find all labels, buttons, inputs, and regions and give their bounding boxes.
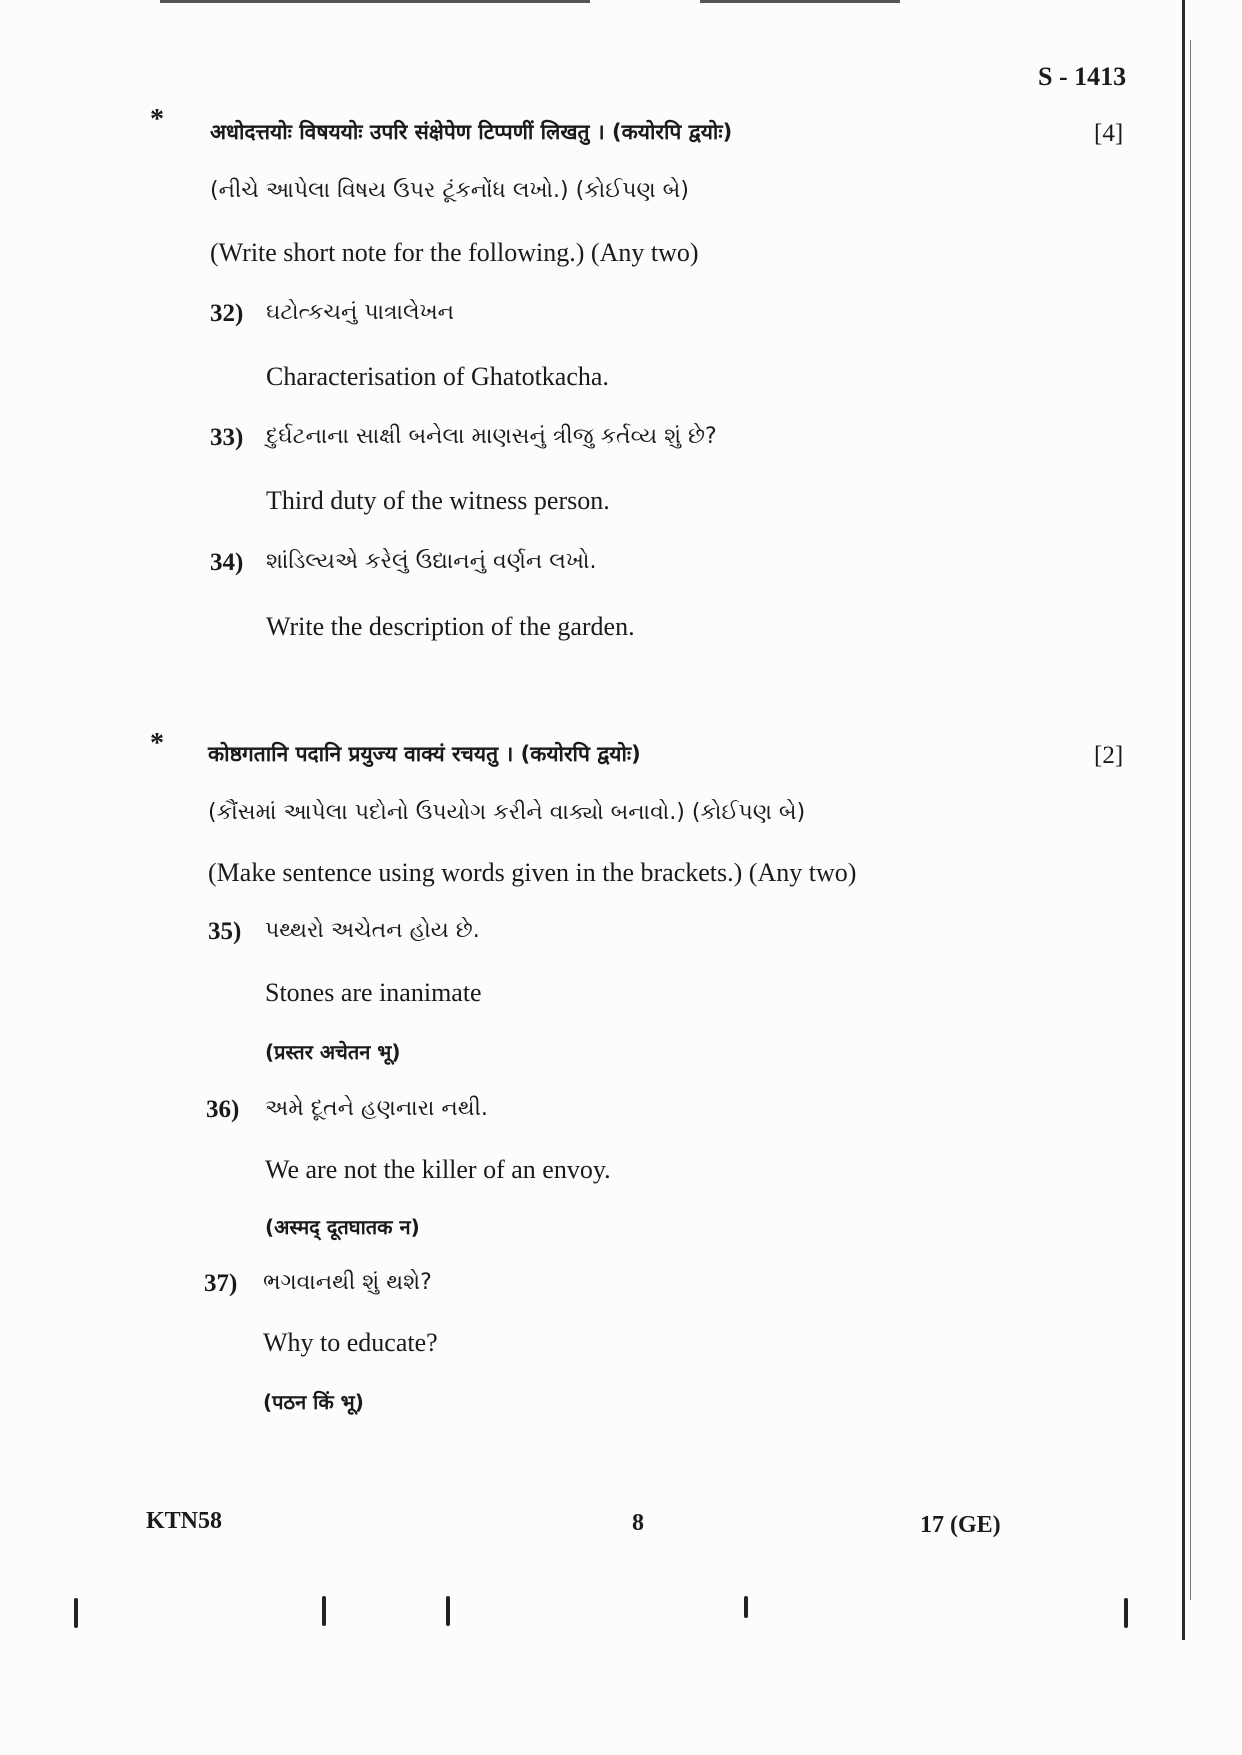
question-36-hint: (अस्मद् दूतघातक न) — [265, 1215, 420, 1239]
question-37-english: Why to educate? — [263, 1328, 438, 1357]
question-37-gujarati: ભગવાનથી શું થશે? — [263, 1270, 432, 1295]
scan-binding-mark — [74, 1598, 78, 1628]
section-1-star: * — [150, 104, 164, 135]
question-34-gujarati: શાંડિલ્યએ કરેલું ઉદ્યાનનું વર્ણન લખો. — [266, 549, 597, 574]
scan-edge-line — [1182, 0, 1185, 1640]
question-36-gujarati: અમે દૂતને હણનારા નથી. — [265, 1096, 488, 1121]
section-2-sanskrit-instruction: कोष्ठगतानि पदानि प्रयुज्य वाक्यं रचयतु । (कयोरपि द्वयोः) — [208, 742, 641, 766]
section-2-gujarati-instruction: (કૌંસમાં આપેલા પદોનો ઉપયોગ કરીને વાક્યો બનાવો.) (કોઈપણ બે) — [208, 800, 806, 825]
section-1-sanskrit-instruction: अधोदत्तयोः विषययोः उपरि संक्षेपेण टिप्पणीं लिखतु । (कयोरपि द्वयोः) — [210, 120, 733, 144]
question-37-number: 37) — [204, 1270, 238, 1297]
question-35-hint: (प्रस्तर अचेतन भू) — [265, 1040, 401, 1064]
section-2-marks: [2] — [1094, 742, 1124, 769]
scan-edge-line-inner — [1190, 40, 1191, 1600]
scan-binding-mark — [1124, 1598, 1128, 1628]
question-35-gujarati: પથ્થરો અચેતન હોય છે. — [265, 918, 480, 943]
section-2-english-instruction: (Make sentence using words given in the brackets.) (Any two) — [208, 858, 857, 887]
scan-top-mark — [700, 0, 900, 3]
footer-subject-code: 17 (GE) — [920, 1512, 1001, 1538]
scan-binding-mark — [322, 1596, 326, 1626]
question-32-gujarati: ઘટોત્કચનું પાત્રાલેખન — [266, 300, 455, 325]
question-36-number: 36) — [206, 1096, 240, 1123]
question-32-number: 32) — [210, 300, 244, 327]
footer-page-number: 8 — [632, 1510, 644, 1536]
question-34-number: 34) — [210, 549, 244, 576]
question-35-english: Stones are inanimate — [265, 978, 482, 1007]
scan-binding-mark — [446, 1596, 450, 1626]
section-1-gujarati-instruction: (નીચે આપેલા વિષય ઉપર ટૂંકનોંધ લખો.) (કોઈપણ બે) — [210, 178, 689, 203]
scan-top-mark — [160, 0, 590, 3]
question-32-english: Characterisation of Ghatotkacha. — [266, 362, 609, 391]
question-33-number: 33) — [210, 424, 244, 451]
scan-binding-mark — [744, 1596, 748, 1618]
footer-code: KTN58 — [146, 1508, 223, 1534]
question-37-hint: (पठन किं भू) — [263, 1390, 364, 1414]
section-1-english-instruction: (Write short note for the following.) (Any two) — [210, 238, 699, 267]
section-2-star: * — [150, 728, 164, 759]
question-33-english: Third duty of the witness person. — [266, 486, 610, 515]
paper-code: S - 1413 — [1038, 62, 1127, 91]
section-1-marks: [4] — [1094, 120, 1124, 147]
question-36-english: We are not the killer of an envoy. — [265, 1155, 611, 1184]
question-34-english: Write the description of the garden. — [266, 612, 635, 641]
question-33-gujarati: દુર્ઘટનાના સાક્ષી બનેલા માણસનું ત્રીજુ કર્તવ્ય શું છે? — [266, 424, 717, 449]
question-35-number: 35) — [208, 918, 242, 945]
